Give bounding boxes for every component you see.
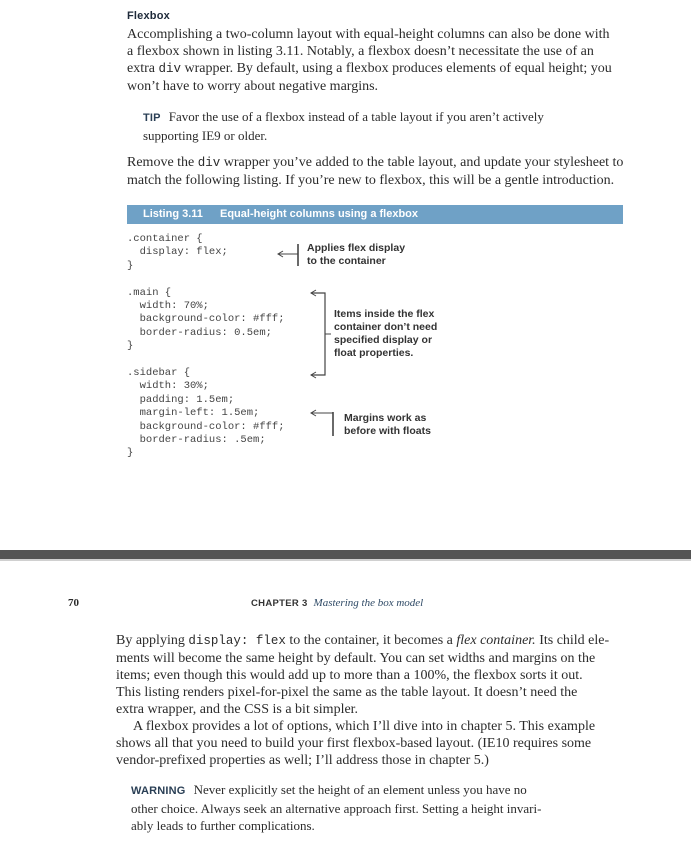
term-flex-container: flex container.: [456, 633, 536, 648]
code-line: .container {: [127, 233, 203, 245]
code-line: }: [127, 340, 134, 353]
annotation-2-line-3: specified display or: [334, 334, 433, 346]
body-p1-l1-a: By applying: [116, 633, 189, 648]
code-line: .sidebar {: [127, 367, 191, 380]
body-p2-line-2: shows all that you need to build your first flexbox-based layout. (IE10 requires some: [116, 736, 592, 751]
tip-note: [143, 108, 613, 144]
code-line: }: [127, 259, 134, 272]
intro-line-4: won’t have to worry about negative margins.: [127, 79, 379, 94]
warning-line-2: other choice. Always seek an alternative approach first. Setting a height invari-: [131, 801, 542, 816]
body-p2-line-1: A flexbox provides a lot of options, which I’ll dive into in chapter 5. This example: [133, 719, 596, 734]
tip-line-1: Favor the use of a flexbox instead of a table layout if you aren’t actively: [168, 109, 544, 124]
code-line: [127, 354, 285, 367]
annotation-2-line-1: Items inside the flex: [334, 308, 435, 320]
remove-line-2: match the following listing. If you’re new to flexbox, this will be a gentle introduction.: [127, 173, 615, 188]
chapter-label: CHAPTER 3: [251, 598, 308, 609]
listing-title: Equal-height columns using a flexbox: [220, 208, 419, 220]
body-p1-l1-b: to the container, it becomes a: [285, 633, 457, 648]
code-line: }: [127, 447, 134, 460]
chapter-title: Mastering the box model: [313, 597, 424, 609]
running-header: [251, 597, 423, 609]
remove-line-1: [127, 154, 627, 172]
body-p2-line-3: vendor-prefixed properties as well; I’ll address those in chapter 5.): [116, 753, 489, 768]
page-break-line: [0, 559, 691, 561]
intro-line-3-a: extra: [127, 61, 159, 76]
code-line: .main {: [127, 286, 172, 299]
intro-paragraph: [127, 26, 627, 95]
body-p1-line-4: This listing renders pixel-for-pixel the same as the table layout. It doesn’t need the: [116, 685, 578, 700]
inline-code-display-flex: display: flex: [188, 634, 286, 648]
callout-arrowhead-3: [311, 410, 316, 416]
annotation-1-line-2: to the container: [307, 255, 386, 267]
inline-code-div-2: div: [197, 156, 221, 170]
code-line: width: 70%;: [127, 300, 209, 313]
code-line: background-color: #fff;: [127, 313, 285, 326]
remove-line-1-a: Remove the: [127, 155, 198, 170]
body-p1-line-3: items; even though this would add up to more than a 100%, the flexbox sorts it out.: [116, 668, 583, 683]
inline-code-div: div: [158, 62, 181, 76]
annotation-3-line-1: Margins work as: [344, 412, 427, 424]
annotation-1: [307, 242, 405, 268]
code-line: border-radius: .5em;: [127, 434, 266, 447]
intro-line-2: a flexbox shown in listing 3.11. Notably, a flexbox doesn’t necessitate the use of an: [127, 44, 594, 59]
code-line: background-color: #fff;: [127, 420, 285, 433]
callout-arrowhead-2b: [311, 372, 316, 378]
intro-line-1: Accomplishing a two-column layout with equal-height columns can also be done with: [127, 27, 610, 42]
body-paragraph-1: [116, 632, 621, 769]
annotation-3-line-2: before with floats: [344, 425, 431, 437]
warning-line-3: ably leads to further complications.: [131, 818, 315, 833]
code-line: padding: 1.5em;: [127, 393, 235, 406]
listing-header: [127, 205, 623, 224]
intro-line-3: [127, 60, 627, 78]
callout-bracket-2: [311, 293, 325, 375]
annotation-2-line-2: container don’t need: [334, 321, 438, 333]
annotation-3: [344, 412, 431, 438]
annotation-2-line-4: float properties.: [334, 347, 414, 359]
code-line: [127, 273, 285, 286]
annotation-1-line-1: Applies flex display: [307, 242, 406, 254]
warning-line-1: Never explicitly set the height of an element unless you have no: [193, 782, 527, 797]
listing-number: Listing 3.11: [143, 208, 203, 220]
tip-label: TIP: [143, 112, 161, 124]
code-block: [127, 233, 285, 461]
page-number: 70: [68, 597, 79, 609]
body-p1-line-1: [116, 632, 621, 650]
tip-line-2: supporting IE9 or older.: [143, 128, 268, 143]
annotation-2: [334, 308, 437, 360]
code-line: margin-left: 1.5em;: [127, 407, 260, 420]
code-line: width: 30%;: [127, 380, 209, 393]
body-p1-l1-c: Its child ele-: [535, 633, 610, 648]
body-p1-line-5: extra wrapper, and the CSS is a bit simpler.: [116, 702, 359, 717]
remove-paragraph: [127, 154, 627, 189]
body-p1-line-2: ments will become the same height by default. You can set widths and margins on the: [116, 651, 596, 666]
callout-arrowhead-2a: [311, 290, 316, 296]
intro-line-3-b: wrapper. By default, using a flexbox produces elements of equal height; you: [181, 61, 612, 76]
warning-label: WARNING: [131, 785, 186, 797]
warning-note: [131, 781, 611, 834]
code-line: display: flex;: [127, 246, 228, 259]
remove-line-1-b: wrapper you’ve added to the table layout, and update your stylesheet to: [220, 155, 624, 170]
code-line: border-radius: 0.5em;: [127, 326, 272, 339]
section-title: [127, 10, 170, 22]
section-title-text: Flexbox: [127, 10, 170, 22]
page-break-bar: [0, 550, 691, 559]
